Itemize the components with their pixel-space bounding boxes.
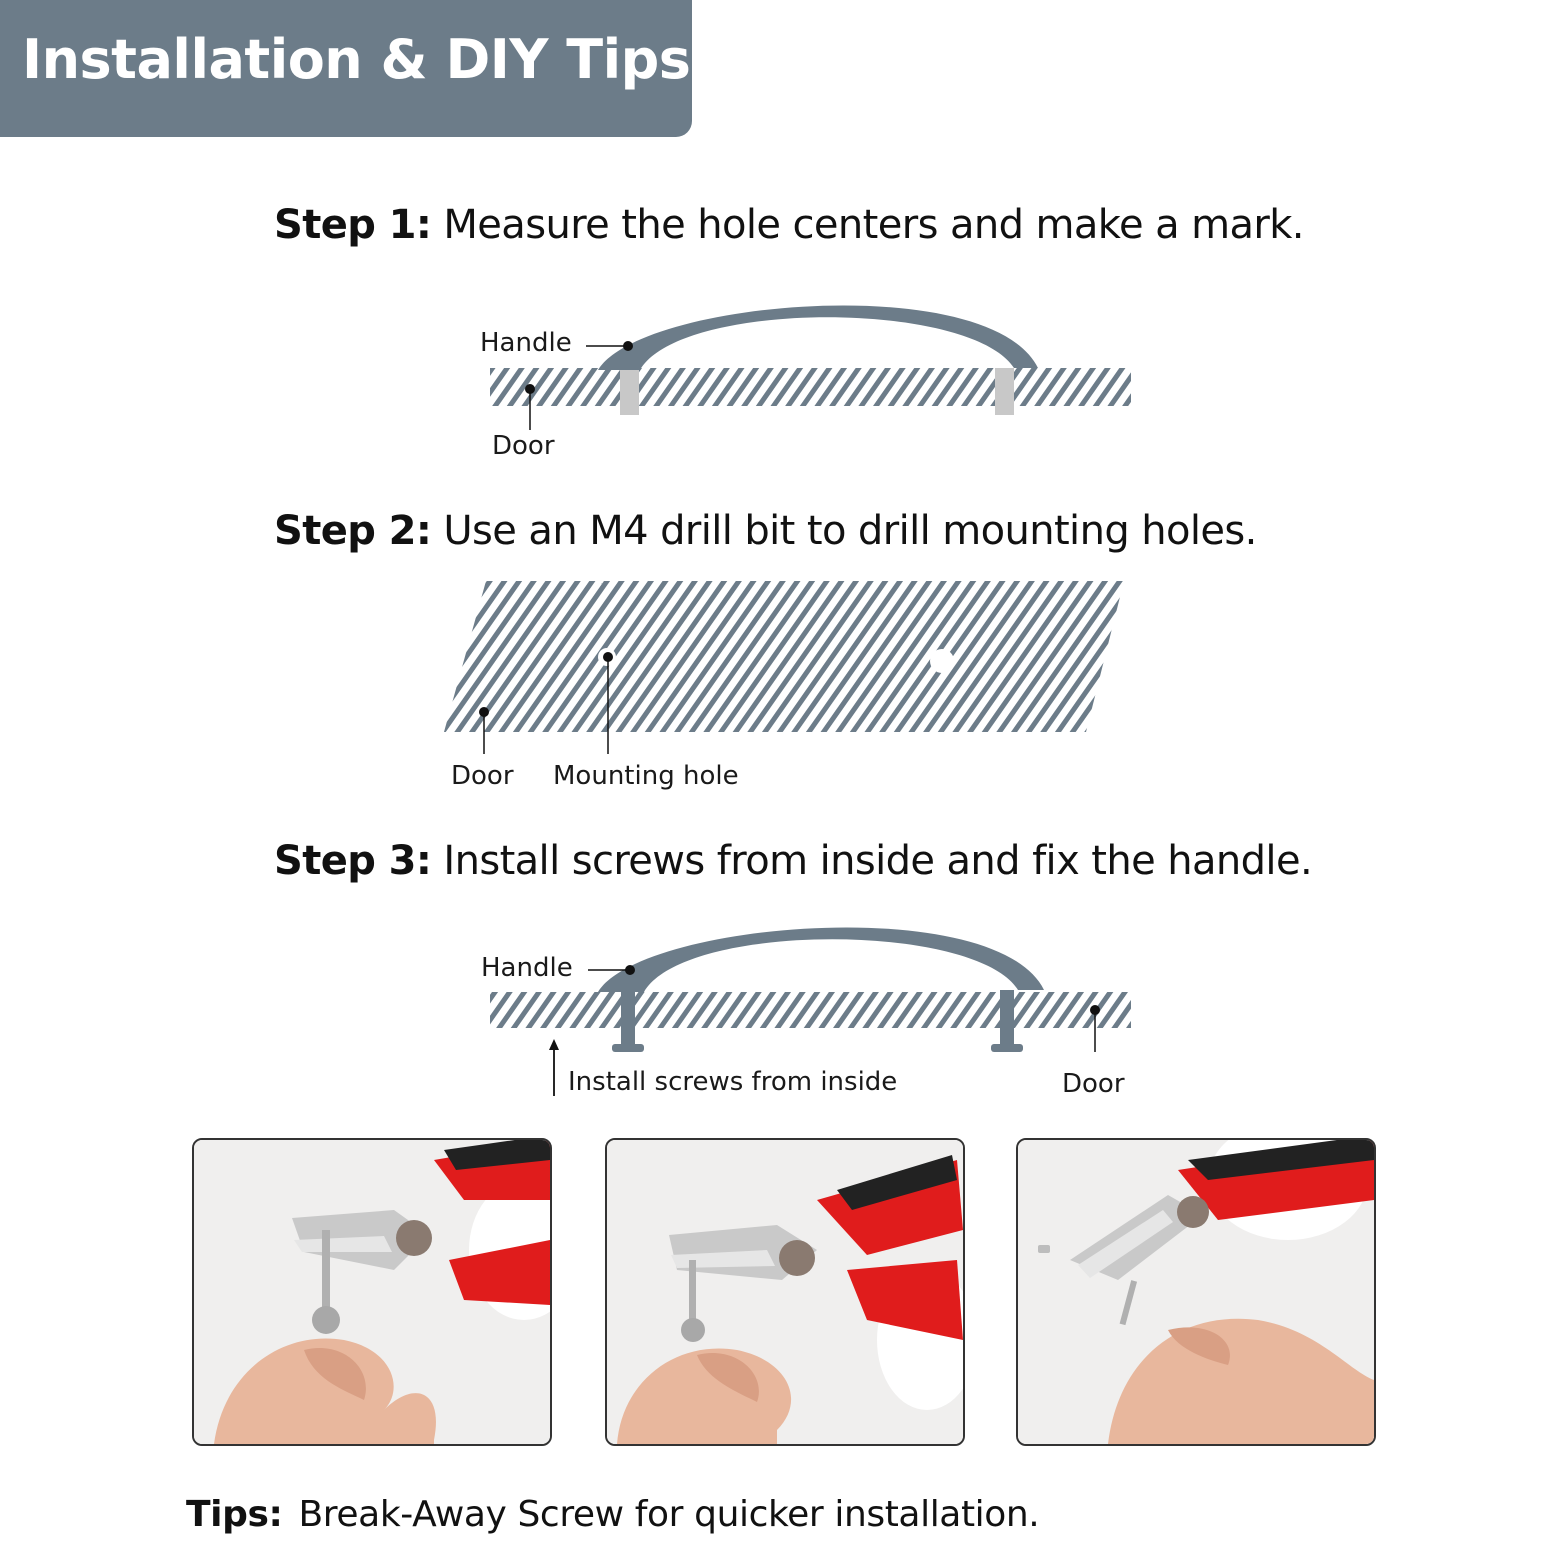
door-marker [479, 707, 489, 717]
pliers-photo-2 [607, 1140, 963, 1444]
screw-post-left [620, 368, 639, 415]
tips-text: Break-Away Screw for quicker installation. [298, 1494, 1040, 1535]
step-2-label: Step 2: [274, 508, 432, 554]
step-3-screws-label: Install screws from inside [568, 1067, 898, 1097]
step-3-text: Install screws from inside and fix the handle. [443, 838, 1313, 884]
door-panel [490, 368, 1131, 406]
step-1-door-label: Door [492, 431, 555, 461]
screw-post-right [995, 368, 1014, 415]
page-title: Installation & DIY Tips [22, 28, 691, 91]
step-2-door-label: Door [451, 761, 514, 791]
tips-line [186, 1494, 1039, 1535]
step-1-label: Step 1: [274, 202, 432, 248]
step-3-label: Step 3: [274, 838, 432, 884]
screw-shaft-left [621, 990, 635, 1046]
screw-shaft-right [1000, 990, 1014, 1046]
handle-arc [598, 927, 1044, 992]
screw-head-left [612, 1044, 644, 1052]
arrow-up-icon [549, 1039, 559, 1050]
step-1-text: Measure the hole centers and make a mark. [443, 202, 1304, 248]
tips-label: Tips: [186, 1494, 283, 1535]
door-marker [525, 384, 535, 394]
screw-head-right [991, 1044, 1023, 1052]
step-3-handle-label: Handle [481, 953, 573, 983]
hole-marker [603, 652, 613, 662]
photo-pliers-3 [1016, 1138, 1376, 1446]
mounting-hole-right [930, 649, 954, 673]
handle-marker [623, 341, 633, 351]
handle-marker [625, 965, 635, 975]
photo-pliers-2 [605, 1138, 965, 1446]
step-2-hole-label: Mounting hole [553, 761, 739, 791]
step-2-diagram [444, 581, 1124, 754]
step-3-door-label: Door [1062, 1069, 1125, 1099]
door-panel [490, 992, 1131, 1028]
pliers-photo-1 [194, 1140, 550, 1444]
handle-arc [598, 305, 1038, 370]
door-panel [444, 581, 1124, 732]
door-marker [1090, 1005, 1100, 1015]
step-1-diagram [490, 305, 1131, 430]
photo-pliers-1 [192, 1138, 552, 1446]
step-2-text: Use an M4 drill bit to drill mounting holes. [443, 508, 1257, 554]
pliers-photo-3 [1018, 1140, 1374, 1444]
step-1-handle-label: Handle [480, 328, 572, 358]
